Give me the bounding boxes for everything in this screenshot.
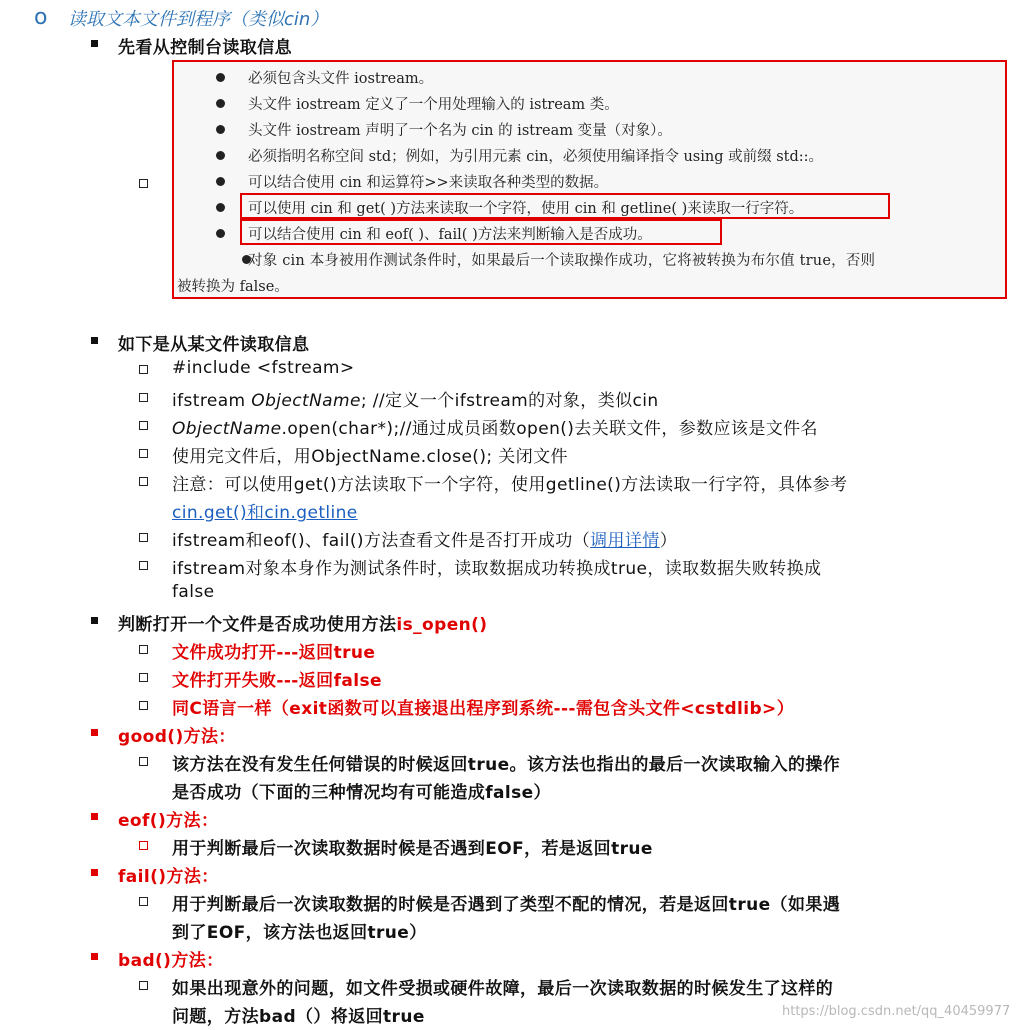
bad-method-title: bad()方法：: [118, 951, 224, 971]
eof-method-title: eof()方法：: [118, 811, 219, 831]
picture-bullet: [216, 203, 225, 212]
page-heading: 读取文本文件到程序（类似cin）: [68, 9, 329, 30]
bullet-square: [91, 953, 98, 960]
item-text: ifstream和eof()、fail()方法查看文件是否打开成功（: [172, 531, 591, 551]
s2-item-note: 注意：可以使用get()方法读取下一个字符，使用getline()方法读取一行字符，具体参考: [172, 475, 848, 495]
picture-line: 对象 cin 本身被用作测试条件时，如果最后一个读取操作成功，它将被转换为布尔值 true，否则: [248, 253, 876, 269]
bullet-square: [91, 869, 98, 876]
picture-bullet: [216, 99, 225, 108]
picture-line: 必须包含头文件 iostream。: [248, 71, 434, 87]
s2-item-test-condition: ifstream对象本身作为测试条件时，读取数据成功转换成true，读取数据失败转换成: [172, 559, 822, 579]
bad-desc-line1: 如果出现意外的问题，如文件受损或硬件故障，最后一次读取数据的时候发生了这样的: [172, 979, 834, 999]
level1-bullet: o: [34, 5, 48, 30]
picture-line: 可以结合使用 cin 和 eof( )、fail( )方法来判断输入是否成功。: [248, 227, 652, 243]
bullet-box: [139, 645, 148, 654]
good-desc-line1: 该方法在没有发生任何错误的时候返回true。该方法也指出的最后一次读取输入的操作: [172, 755, 841, 775]
bullet-box: [139, 701, 148, 710]
picture-bullet: [216, 177, 225, 186]
picture-line: 可以使用 cin 和 get( )方法来读取一个字符，使用 cin 和 getline( )来读取一行字符。: [248, 201, 804, 217]
good-desc-line2: 是否成功（下面的三种情况均有可能造成false）: [172, 783, 551, 803]
bad-desc-line2: 问题，方法bad（）将返回true: [172, 1007, 425, 1027]
title-text: 判断打开一个文件是否成功使用方法: [118, 615, 397, 635]
section3-title: [118, 610, 487, 635]
picture-bullet: [216, 73, 225, 82]
bullet-box: [139, 533, 148, 542]
bullet-box: [139, 449, 148, 458]
bullet-box: [139, 393, 148, 402]
code-text: ifstream: [172, 391, 252, 411]
bullet-box: [139, 179, 148, 188]
bullet-box: [139, 561, 148, 570]
section2-title: 如下是从某文件读取信息: [118, 335, 310, 355]
fail-desc-line1: 用于判断最后一次读取数据的时候是否遇到了类型不配的情况，若是返回true（如果遇: [172, 895, 841, 915]
picture-bullet: [216, 151, 225, 160]
s3-item-exit: 同C语言一样（exit函数可以直接退出程序到系统---需包含头文件<cstdlib>）: [172, 699, 795, 719]
bullet-box: [139, 421, 148, 430]
fail-desc-line2: 到了EOF，该方法也返回true）: [172, 923, 427, 943]
bullet-box: [139, 365, 148, 374]
book-excerpt-image: [172, 60, 1007, 299]
code-comment: .open(char*);//通过成员函数open()去关联文件，参数应该是文件名: [281, 419, 818, 439]
picture-line: 头文件 iostream 声明了一个名为 cin 的 istream 变量（对象）。: [248, 123, 672, 139]
s3-item-success: 文件成功打开---返回true: [172, 643, 376, 663]
picture-line-wrap: 被转换为 false。: [177, 279, 289, 295]
highlight-box: [240, 193, 890, 219]
cin-get-getline-link[interactable]: cin.get()和cin.getline: [172, 503, 358, 523]
picture-bullet: [216, 125, 225, 134]
picture-line: 必须指明名称空间 std；例如，为引用元素 cin，必须使用编译指令 using 或前缀 std::。: [248, 149, 824, 165]
s2-item-eof-fail: [172, 526, 677, 551]
bullet-square: [91, 813, 98, 820]
bullet-box: [139, 477, 148, 486]
section1-title: 先看从控制台读取信息: [118, 38, 292, 58]
bullet-box: [139, 757, 148, 766]
code-comment: ; //定义一个ifstream的对象，类似cin: [360, 391, 659, 411]
bullet-square: [91, 337, 98, 344]
bullet-square: [91, 617, 98, 624]
bullet-square: [91, 729, 98, 736]
s2-item-ifstream: [172, 386, 659, 411]
details-link[interactable]: 调用详情: [590, 531, 660, 551]
is-open-method: is_open(): [396, 615, 488, 635]
bullet-box: [139, 841, 148, 850]
bullet-box: [139, 981, 148, 990]
item-text: ）: [659, 531, 678, 551]
watermark: https://blog.csdn.net/qq_40459977: [782, 1004, 1011, 1019]
bullet-box: [139, 673, 148, 682]
picture-line: 可以结合使用 cin 和运算符>>来读取各种类型的数据。: [248, 175, 609, 191]
s2-item-test-condition-wrap: false: [172, 582, 215, 602]
bullet-box: [139, 897, 148, 906]
code-object-name: ObjectName: [251, 391, 361, 411]
picture-line: 头文件 iostream 定义了一个用处理输入的 istream 类。: [248, 97, 619, 113]
picture-bullet: [216, 229, 225, 238]
eof-desc: 用于判断最后一次读取数据时候是否遇到EOF，若是返回true: [172, 839, 653, 859]
s2-item-include: #include <fstream>: [172, 358, 355, 378]
s3-item-failure: 文件打开失败---返回false: [172, 671, 382, 691]
code-object-name: ObjectName: [172, 419, 282, 439]
highlight-box: [240, 219, 722, 245]
bullet-square: [91, 40, 98, 47]
s2-item-open: [172, 414, 818, 439]
good-method-title: good()方法：: [118, 727, 236, 747]
s2-item-close: 使用完文件后，用ObjectName.close(); 关闭文件: [172, 447, 568, 467]
fail-method-title: fail()方法：: [118, 867, 219, 887]
